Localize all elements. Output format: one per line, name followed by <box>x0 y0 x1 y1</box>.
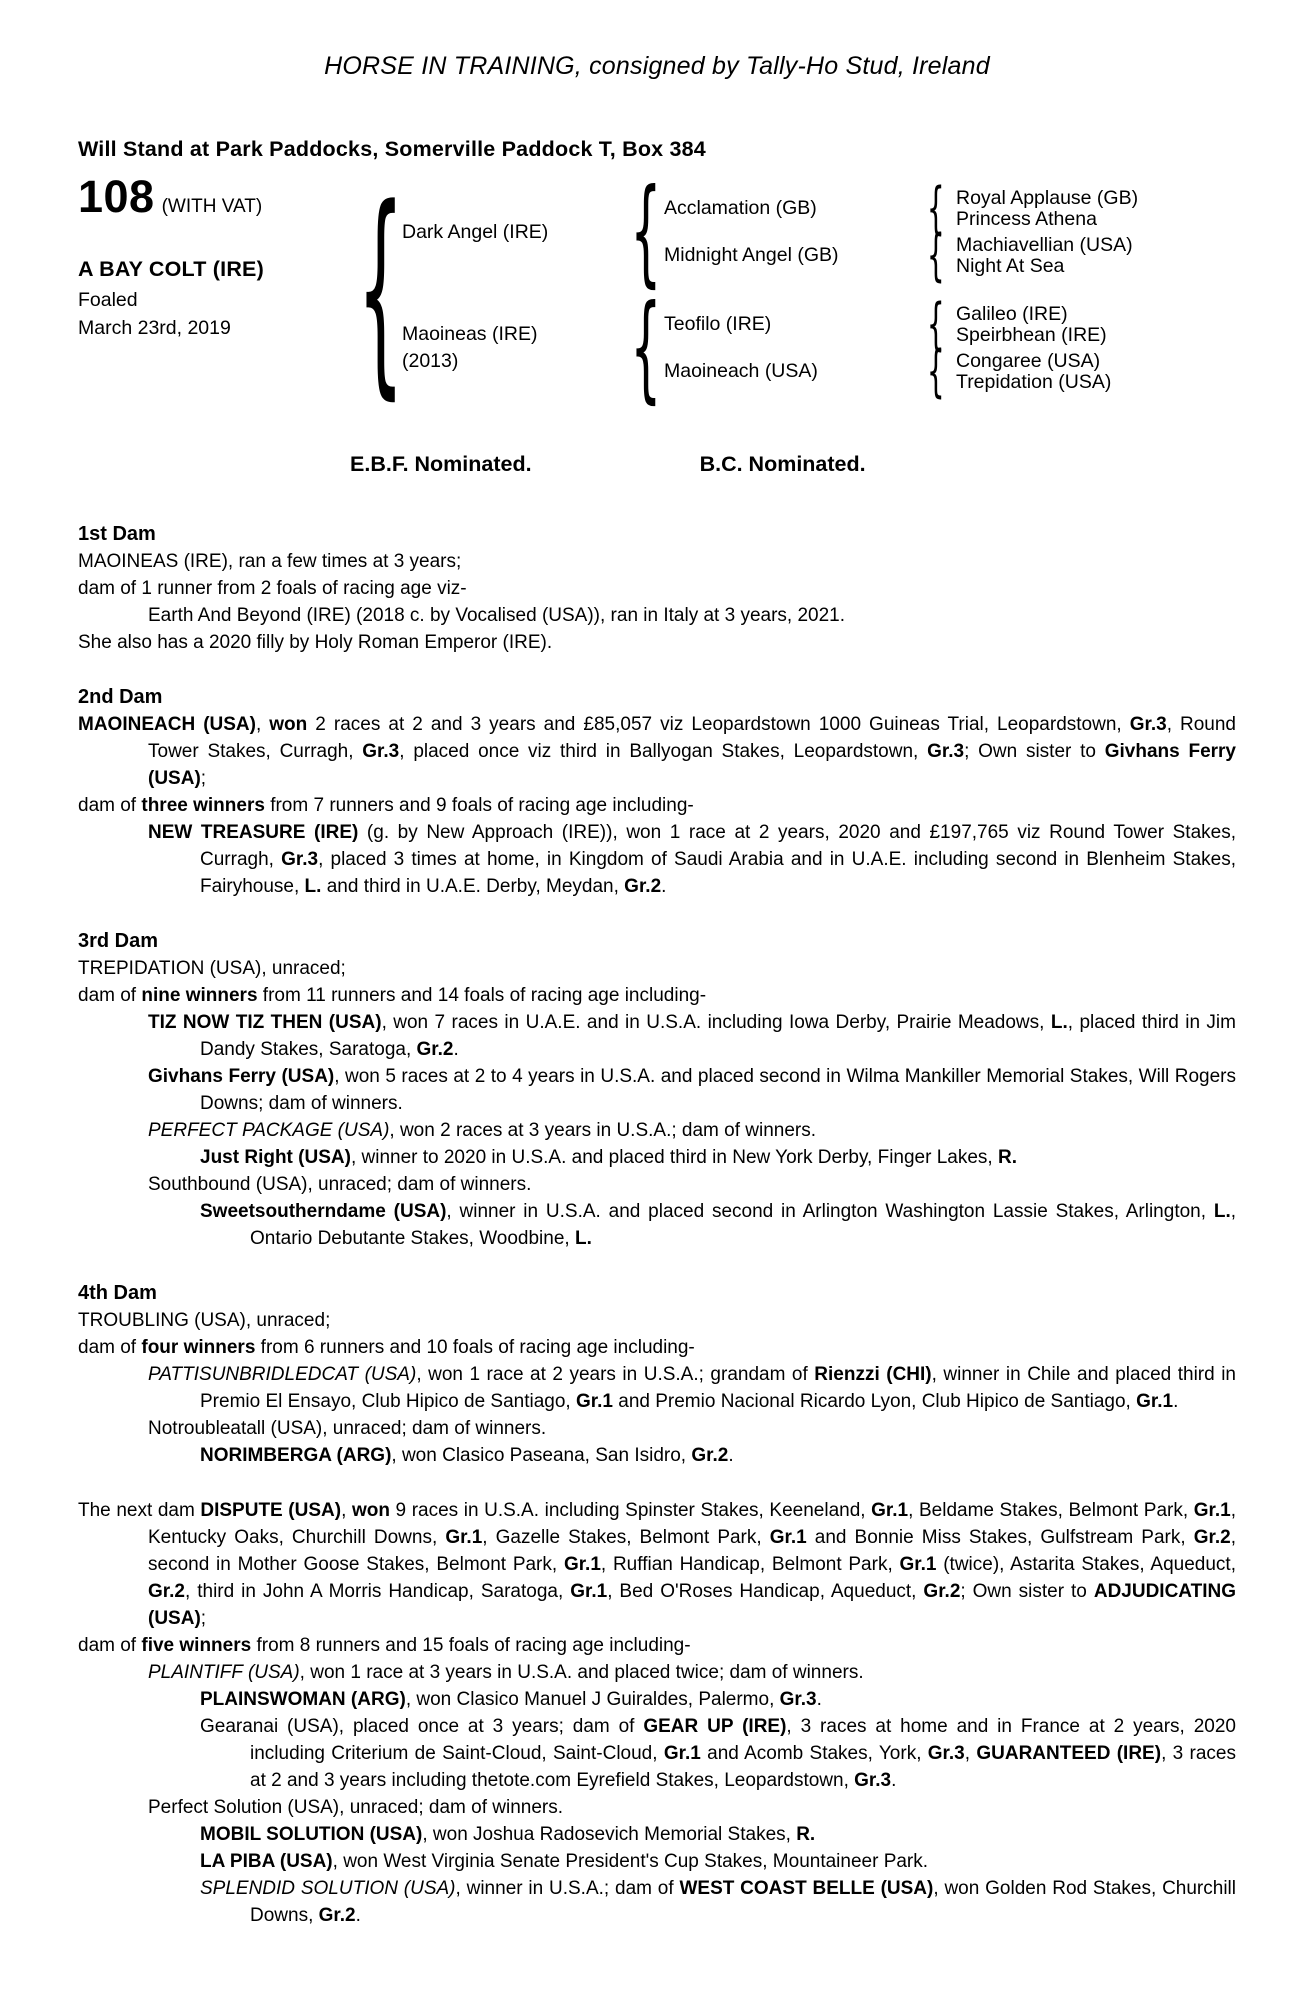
emphasized-text: Gr.1 <box>1193 1500 1231 1521</box>
catalog-paragraph <box>78 1307 1236 1334</box>
emphasized-text: PERFECT PACKAGE (USA) <box>148 1120 390 1141</box>
catalog-paragraph <box>78 1497 1236 1632</box>
run-text: Gearanai (USA), placed once at 3 years; dam of <box>200 1716 644 1737</box>
run-text: , won West Virginia Senate President's Cup Stakes, Mountaineer Park. <box>332 1851 929 1872</box>
great-grandparents <box>956 304 1107 346</box>
run-text: , placed 3 times at home, in Kingdom of Saudi Arabia and in U.A.E. including second in Blenheim Stakes, Fairyhouse, <box>200 849 1237 897</box>
great-grandparents <box>956 351 1111 393</box>
run-text: , third in John A Morris Handicap, Saratoga, <box>184 1581 571 1602</box>
catalog-paragraph <box>78 1713 1236 1794</box>
run-text: The next dam <box>78 1500 201 1521</box>
lot-number: 108 <box>78 171 155 222</box>
catalog-paragraph <box>78 1144 1236 1171</box>
emphasized-text: Just Right (USA) <box>200 1147 351 1168</box>
run-text: , Gazelle Stakes, Belmont Park, <box>482 1527 770 1548</box>
page-title: HORSE IN TRAINING, consigned by Tally-Ho Stud, Ireland <box>324 52 990 80</box>
run-text: . <box>661 876 667 897</box>
emphasized-text: GUARANTEED (IRE) <box>976 1743 1162 1764</box>
run-text: MAOINEAS (IRE), ran a few times at 3 years; <box>78 551 462 572</box>
great-grandparent-name: Royal Applause (GB) <box>956 186 1139 209</box>
catalog-paragraph <box>78 1117 1236 1144</box>
emphasized-text: Gr.1 <box>570 1581 608 1602</box>
dam-section <box>78 1280 1236 1469</box>
run-text: , Beldame Stakes, Belmont Park, <box>908 1500 1194 1521</box>
great-grandparent-name: Machiavellian (USA) <box>956 233 1133 256</box>
emphasized-text: NORIMBERGA (ARG) <box>200 1445 392 1466</box>
emphasized-text: Gr.1 <box>1136 1391 1174 1412</box>
emphasized-text: R. <box>796 1824 816 1845</box>
emphasized-text: SPLENDID SOLUTION (USA) <box>200 1878 456 1899</box>
run-text: , winner in Chile and placed third in Premio El Ensayo, Club Hipico de Santiago, <box>200 1364 1236 1412</box>
emphasized-text: five winners <box>141 1635 252 1656</box>
catalog-paragraph <box>78 1821 1236 1848</box>
emphasized-text: Gr.1 <box>663 1743 701 1764</box>
brace-icon: { <box>927 338 945 404</box>
catalog-paragraph <box>78 1334 1236 1361</box>
section-heading: 3rd Dam <box>78 930 159 952</box>
dam-name: Maoineas (IRE) <box>402 323 538 345</box>
dam-section <box>78 928 1236 1252</box>
emphasized-text: LA PIBA (USA) <box>200 1851 333 1872</box>
emphasized-text: Gr.2 <box>923 1581 961 1602</box>
run-text: , won 1 race at 3 years in U.S.A. and placed twice; dam of winners. <box>299 1662 864 1683</box>
dam-section <box>78 684 1236 900</box>
great-grandparent-name: Princess Athena <box>956 207 1097 230</box>
emphasized-text: four winners <box>141 1337 256 1358</box>
catalog-paragraph <box>78 1361 1236 1415</box>
great-grandparent-name: Speirbhean (IRE) <box>956 323 1107 346</box>
run-text: Perfect Solution (USA), unraced; dam of winners. <box>148 1797 564 1818</box>
catalog-paragraph <box>78 711 1236 792</box>
emphasized-text: Gr.3 <box>362 741 400 762</box>
brace-icon: { <box>927 222 945 288</box>
run-text: , winner in U.S.A.; dam of <box>455 1878 680 1899</box>
emphasized-text: L. <box>1213 1201 1231 1222</box>
run-text: Earth And Beyond (IRE) (2018 c. by Vocalised (USA)), ran in Italy at 3 years, 2021. <box>148 605 846 626</box>
nominations-line <box>78 452 1236 477</box>
catalog-paragraph <box>78 1009 1236 1063</box>
emphasized-text: Gr.2 <box>416 1039 454 1060</box>
run-text: dam of <box>78 1337 142 1358</box>
section-heading: 4th Dam <box>78 1282 157 1304</box>
great-grandparent-name: Congaree (USA) <box>956 349 1101 372</box>
emphasized-text: Gr.3 <box>779 1689 817 1710</box>
emphasized-text: Gr.3 <box>281 849 319 870</box>
brace-generation-1 <box>357 161 405 419</box>
run-text: dam of <box>78 985 142 1006</box>
great-grandparent-name: Trepidation (USA) <box>956 370 1112 393</box>
run-text: , <box>255 714 270 735</box>
catalog-paragraph <box>78 548 1236 575</box>
dam-half <box>402 280 1138 415</box>
run-text: from 7 runners and 9 foals of racing age including- <box>264 795 694 816</box>
dam-year: (2013) <box>402 350 459 372</box>
vat-note: (WITH VAT) <box>161 196 263 217</box>
catalog-paragraph <box>78 1632 1236 1659</box>
emphasized-text: won <box>269 714 308 735</box>
catalog-paragraph <box>78 1848 1236 1875</box>
run-text: , winner in U.S.A. and placed second in Arlington Washington Lassie Stakes, Arlington, <box>446 1201 1214 1222</box>
great-grandparents <box>956 235 1133 277</box>
catalog-paragraph <box>78 1198 1236 1252</box>
emphasized-text: MOBIL SOLUTION (USA) <box>200 1824 423 1845</box>
run-text: , winner to 2020 in U.S.A. and placed third in New York Derby, Finger Lakes, <box>350 1147 998 1168</box>
emphasized-text: Gr.1 <box>563 1554 601 1575</box>
emphasized-text: Gr.2 <box>1193 1527 1231 1548</box>
emphasized-text: Rienzzi (CHI) <box>814 1364 932 1385</box>
run-text: , Ruffian Handicap, Belmont Park, <box>600 1554 900 1575</box>
catalog-paragraph <box>78 792 1236 819</box>
brace-icon: { <box>927 291 945 357</box>
catalog-paragraph <box>78 1171 1236 1198</box>
run-text: , 3 races at 2 and 3 years including thetote.com Eyrefield Stakes, Leopardstown, <box>250 1743 1236 1791</box>
run-text: and Premio Nacional Ricardo Lyon, Club Hipico de Santiago, <box>612 1391 1137 1412</box>
emphasized-text: ADJUDICATING (USA) <box>148 1581 1236 1629</box>
catalog-paragraph <box>78 602 1236 629</box>
emphasized-text: Gr.2 <box>624 876 662 897</box>
run-text: , Ontario Debutante Stakes, Woodbine, <box>250 1201 1237 1249</box>
emphasized-text: Gr.1 <box>871 1500 909 1521</box>
run-text: . <box>728 1445 734 1466</box>
run-text: , placed third in Jim Dandy Stakes, Saratoga, <box>200 1012 1236 1060</box>
run-text: , won 7 races in U.A.E. and in U.S.A. including Iowa Derby, Prairie Meadows, <box>381 1012 1051 1033</box>
run-text: ; <box>200 768 207 789</box>
run-text: , <box>341 1500 352 1521</box>
emphasized-text: DISPUTE (USA) <box>200 1500 342 1521</box>
granddam-name: Maoineach (USA) <box>664 360 818 382</box>
great-grandparent-name: Night At Sea <box>956 254 1065 277</box>
run-text: , won Clasico Paseana, San Isidro, <box>391 1445 692 1466</box>
run-text: and third in U.A.E. Derby, Meydan, <box>321 876 625 897</box>
emphasized-text: PLAINSWOMAN (ARG) <box>200 1689 406 1710</box>
run-text: and Bonnie Miss Stakes, Gulfstream Park, <box>806 1527 1194 1548</box>
stand-location-line: Will Stand at Park Paddocks, Somerville Paddock T, Box 384 <box>78 137 706 161</box>
great-grandparents <box>956 188 1138 230</box>
run-text: , Round Tower Stakes, Curragh, <box>148 714 1236 762</box>
dam-sections <box>78 521 1236 1929</box>
emphasized-text: Gr.3 <box>1129 714 1167 735</box>
brace-icon: { <box>927 175 945 241</box>
emphasized-text: L. <box>574 1228 592 1249</box>
catalog-paragraph <box>78 1794 1236 1821</box>
emphasized-text: Givhans Ferry (USA) <box>148 741 1237 789</box>
sire-cell <box>402 221 628 244</box>
catalog-paragraph <box>78 955 1236 982</box>
brace-dam <box>628 280 664 415</box>
foaled-date: March 23rd, 2019 <box>78 317 231 339</box>
pedigree-tree <box>357 161 1139 419</box>
sire-name: Dark Angel (IRE) <box>402 220 549 243</box>
great-grandparent-name: Galileo (IRE) <box>956 302 1068 325</box>
emphasized-text: Gr.1 <box>575 1391 613 1412</box>
run-text: , won Joshua Radosevich Memorial Stakes, <box>422 1824 797 1845</box>
run-text: dam of <box>78 795 142 816</box>
run-text: , won Golden Rod Stakes, Churchill Downs, <box>250 1878 1236 1926</box>
run-text: . <box>891 1770 897 1791</box>
run-text: and Acomb Stakes, York, <box>700 1743 928 1764</box>
catalog-paragraph <box>78 982 1236 1009</box>
dam-cell <box>402 323 628 373</box>
emphasized-text: R. <box>998 1147 1017 1168</box>
emphasized-text: Sweetsoutherndame (USA) <box>200 1201 447 1222</box>
catalog-paragraph <box>78 819 1236 900</box>
emphasized-text: TIZ NOW TIZ THEN (USA) <box>148 1012 382 1033</box>
brace-icon: { <box>630 164 662 299</box>
section-heading: 1st Dam <box>78 523 156 545</box>
run-text: . <box>453 1039 459 1060</box>
run-text: . <box>816 1689 822 1710</box>
emphasized-text: L. <box>1050 1012 1068 1033</box>
emphasized-text: Gr.2 <box>148 1581 185 1602</box>
catalog-paragraph <box>78 1659 1236 1686</box>
emphasized-text: Gr.3 <box>927 1743 965 1764</box>
run-text: , <box>964 1743 977 1764</box>
run-text: She also has a 2020 filly by Holy Roman Emperor (IRE). <box>78 632 553 653</box>
emphasized-text: three winners <box>141 795 265 816</box>
run-text: 9 races in U.S.A. including Spinster Stakes, Keeneland, <box>389 1500 872 1521</box>
run-text: dam of <box>78 1635 142 1656</box>
section-heading: 2nd Dam <box>78 686 163 708</box>
run-text: , won 2 races at 3 years in U.S.A.; dam of winners. <box>389 1120 817 1141</box>
emphasized-text: MAOINEACH (USA) <box>78 714 256 735</box>
emphasized-text: PLAINTIFF (USA) <box>148 1662 300 1683</box>
emphasized-text: Gr.2 <box>691 1445 729 1466</box>
run-text: ; Own sister to <box>960 1581 1094 1602</box>
catalog-paragraph <box>78 1875 1236 1929</box>
run-text: , won 5 races at 2 to 4 years in U.S.A. and placed second in Wilma Mankiller Memorial Stakes, Will Rogers Downs; dam of winners. <box>200 1066 1236 1114</box>
run-text: . <box>1173 1391 1179 1412</box>
dam-grandparents <box>664 291 1112 404</box>
run-text: . <box>355 1905 361 1926</box>
emphasized-text: L. <box>304 876 322 897</box>
emphasized-text: Gr.1 <box>445 1527 483 1548</box>
run-text: , placed once viz third in Ballyogan Stakes, Leopardstown, <box>399 741 928 762</box>
lot-line <box>78 171 360 222</box>
run-text: , won Clasico Manuel J Guiraldes, Palermo, <box>405 1689 780 1710</box>
brace-icon: { <box>357 161 405 419</box>
brace-sire <box>628 164 664 299</box>
run-text: TROUBLING (USA), unraced; <box>78 1310 331 1331</box>
grandparent-unit <box>664 291 1111 357</box>
pedigree-halves <box>402 164 1139 415</box>
emphasized-text: Gr.3 <box>927 741 965 762</box>
brace-small <box>916 338 956 404</box>
emphasized-text: won <box>351 1500 390 1521</box>
catalog-paragraph <box>78 1415 1236 1442</box>
grandparent-unit <box>664 338 1112 404</box>
run-text: ; <box>200 1608 207 1629</box>
run-text: Southbound (USA), unraced; dam of winners. <box>148 1174 532 1195</box>
horse-name: A BAY COLT (IRE) <box>78 257 264 281</box>
grandparent-unit <box>664 175 1139 241</box>
run-text: , 3 races at home and in France at 2 years, 2020 including Criterium de Saint-Cloud, Saint-Cloud, <box>250 1716 1236 1764</box>
grandsire-name: Acclamation (GB) <box>664 197 817 219</box>
run-text: (twice), Astarita Stakes, Aqueduct, <box>936 1554 1236 1575</box>
emphasized-text: Gr.1 <box>899 1554 937 1575</box>
emphasized-text: PATTISUNBRIDLEDCAT (USA) <box>148 1364 417 1385</box>
emphasized-text: Gr.1 <box>769 1527 807 1548</box>
bc-nominated-label: B.C. Nominated. <box>699 452 866 476</box>
foaled-label: Foaled <box>78 289 138 311</box>
ebf-nominated-label: E.B.F. Nominated. <box>350 452 532 476</box>
run-text: ; Own sister to <box>964 741 1105 762</box>
run-text: , won 1 race at 2 years in U.S.A.; grandam of <box>416 1364 815 1385</box>
dam-section <box>78 1497 1236 1929</box>
catalog-paragraph <box>78 1686 1236 1713</box>
catalog-paragraph <box>78 1063 1236 1117</box>
run-text: from 8 runners and 15 foals of racing age including- <box>251 1635 691 1656</box>
sire-grandparents <box>664 175 1139 288</box>
dam-section <box>78 521 1236 656</box>
run-text: 2 races at 2 and 3 years and £85,057 viz Leopardstown 1000 Guineas Trial, Leopardstown, <box>307 714 1130 735</box>
run-text: from 11 runners and 14 foals of racing age including- <box>257 985 707 1006</box>
grandsire-name: Teofilo (IRE) <box>664 313 772 335</box>
granddam-name: Midnight Angel (GB) <box>664 244 839 266</box>
emphasized-text: WEST COAST BELLE (USA) <box>679 1878 934 1899</box>
catalog-paragraph <box>78 629 1236 656</box>
emphasized-text: Gr.3 <box>854 1770 892 1791</box>
emphasized-text: GEAR UP (IRE) <box>643 1716 787 1737</box>
emphasized-text: Givhans Ferry (USA) <box>148 1066 335 1087</box>
run-text: dam of 1 runner from 2 foals of racing age viz- <box>78 578 467 599</box>
run-text: (g. by New Approach (IRE)), won 1 race at 2 years, 2020 and £197,765 viz Round Tower Stakes, Curragh, <box>200 822 1236 870</box>
run-text: , Bed O'Roses Handicap, Aqueduct, <box>607 1581 924 1602</box>
brace-icon: { <box>630 280 662 415</box>
pedigree-block <box>78 161 1236 419</box>
brace-small <box>916 222 956 288</box>
emphasized-text: Gr.2 <box>318 1905 356 1926</box>
emphasized-text: nine winners <box>141 985 258 1006</box>
catalog-paragraph <box>78 1442 1236 1469</box>
run-text: , Kentucky Oaks, Churchill Downs, <box>148 1500 1236 1548</box>
catalog-paragraph <box>78 575 1236 602</box>
lot-info-column <box>78 171 360 406</box>
run-text: , second in Mother Goose Stakes, Belmont Park, <box>148 1527 1236 1575</box>
run-text: Notroubleatall (USA), unraced; dam of winners. <box>148 1418 547 1439</box>
run-text: TREPIDATION (USA), unraced; <box>78 958 346 979</box>
emphasized-text: NEW TREASURE (IRE) <box>148 822 359 843</box>
run-text: from 6 runners and 10 foals of racing age including- <box>255 1337 695 1358</box>
grandparent-unit <box>664 222 1138 288</box>
sire-half <box>402 164 1139 299</box>
